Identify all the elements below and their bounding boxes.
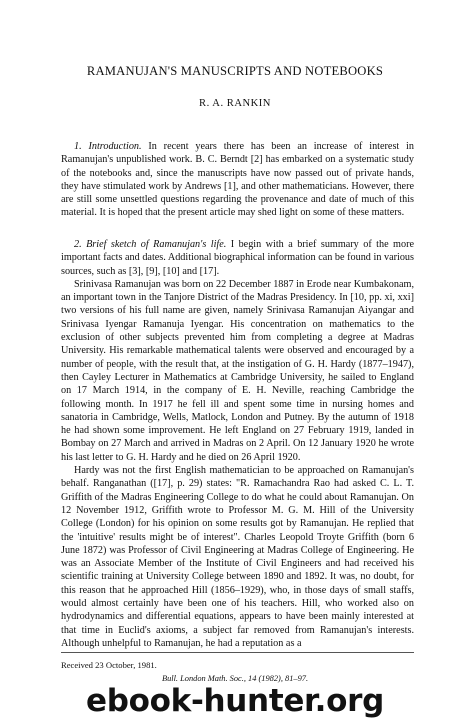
- section-biography: [61, 238, 414, 650]
- watermark-logo: ebook-hunter.org: [86, 683, 384, 719]
- biography-paragraph-hardy: Hardy was not the first English mathematician to be approached on Ramanujan's behalf. Ranganathan ([17], p. 29) states: "R. Ramachandra Rao had asked C. L. T. Griffith of the Madras Engineering College to do what he could about Ramanujan. On 12 November 1912, Griffith wrote to Professor M. G. M. Hill of the University College (London) for his opinion on some results got by Ramanujan. He replied that the 'intuitive' results might be of interest". Charles Leopold Troyte Griffith (born 6 June 1872) was Professor of Civil Engineering at Madras College of Engineering. He was an Associate Member of the Institute of Civil Engineers and had received his scientific training at University College between 1890 and 1892. It was, no doubt, for this reason that he approached Hill (1856–1929), who, in those days of small staffs, would almost certainly have been one of his teachers. Hill, who worked also on hydrodynamics and differential equations, appears to have been mainly interested at that time in Euclid's axioms, a subject far removed from Ramanujan's interests. Although unhelpful to Ramanujan, he had a reputation as a: [61, 465, 414, 649]
- paper-title: RAMANUJAN'S MANUSCRIPTS AND NOTEBOOKS: [86, 64, 384, 78]
- section-introduction: [61, 140, 414, 220]
- biography-paragraph-birth: Srinivasa Ramanujan was born on 22 December 1887 in Erode near Kumbakonam, an important town in the Tanjore District of the Madras Presidency. In [10, pp. xi, xxi] two versions of his full name are given, namely Srinivasa Ramanujan Aiyangar and Srinivasa Iyengar Ramanuja Iyengar. His concentration on mathematics to the exclusion of other subjects prevented him from completing a degree at Madras University. His remarkable mathematical talents were observed and encouraged by a number of people, with the result that, at the instigation of G. H. Hardy (1877–1947), then Cayley Lecturer in Mathematics at Cambridge University, he sailed to England on 17 March 1914, in the company of E. H. Neville, reaching Cambridge the following month. In 1917 he fell ill and spent some time in nursing homes and sanatoria in Cambridge, Wells, Matlock, London and Putney. By the autumn of 1918 he had shown some improvement. He left England on 27 February 1919, landed in Bombay on 27 March and arrived in Madras on 2 April. On 12 January 1920 he wrote his last letter to G. H. Hardy and he died on 26 April 1920.: [61, 278, 414, 463]
- introduction-heading: 1. Introduction.: [74, 141, 142, 152]
- received-date-footnote: Received 23 October, 1981.: [61, 660, 157, 670]
- journal-citation: Bull. London Math. Soc., 14 (1982), 81–97.: [161, 674, 309, 683]
- author-name: R. A. RANKIN: [199, 98, 271, 109]
- introduction-text: In recent years there has been an increase of interest in Ramanujan's unpublished work. B. C. Berndt [2] has embarked on a systematic study of the notebooks and, since the manuscripts have now passed out of private hands, they have stimulated work by Andrews [1], and other mathematicians. However, there are still some unsettled questions regarding the provenance and date of much of this material. It is hoped that the present article may shed light on some of these matters.: [61, 141, 414, 219]
- biography-heading: 2. Brief sketch of Ramanujan's life.: [74, 239, 227, 250]
- biography-lead-text: I begin with a brief summary of the more important facts and dates. Additional biographical information can be found in various sources, such as [3], [9], [10] and [17].: [61, 239, 414, 277]
- footnote-divider: [61, 652, 414, 653]
- introduction-paragraph: [61, 140, 414, 220]
- biography-lead-paragraph: [61, 238, 414, 278]
